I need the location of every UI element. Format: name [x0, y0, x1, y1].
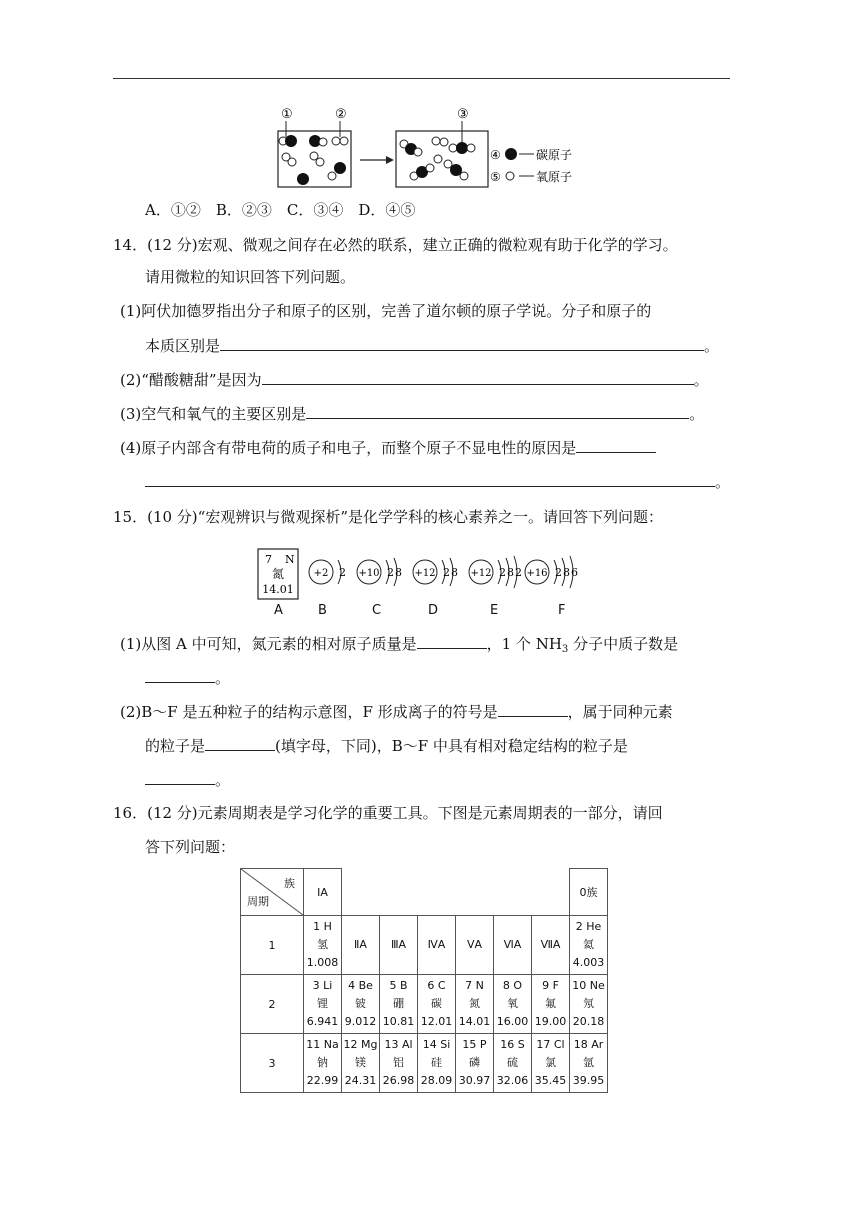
element-number-symbol: 9 F — [542, 979, 559, 992]
answer-blank[interactable] — [145, 471, 715, 487]
period-3: 3 — [241, 1034, 304, 1093]
q15-p2b: ，属于同种元素 — [567, 703, 673, 721]
element-mass: 39.95 — [572, 1074, 605, 1087]
q16-stem-1: 16．(12 分)元素周期表是学习化学的重要工具。下图是元素周期表的一部分，请回 — [113, 804, 663, 822]
element-name: 铍 — [355, 997, 366, 1010]
element-mass: 16.00 — [496, 1015, 529, 1028]
q14-p4-cont — [145, 471, 730, 492]
element-name: 氮 — [271, 567, 285, 581]
reactant-particles — [279, 135, 348, 185]
period: 。 — [215, 771, 231, 789]
electron-count: 8 — [451, 566, 458, 579]
product-particles — [400, 137, 475, 180]
group-ia-header: ⅠA — [304, 869, 342, 916]
figure-caption-c: C — [372, 603, 382, 618]
q15-p2c: 的粒子是 — [145, 737, 206, 755]
element-cell-h — [304, 916, 342, 975]
answer-blank[interactable] — [306, 403, 689, 419]
element-name: 锂 — [317, 997, 328, 1010]
q13-options: A．①② B．②③ C．③④ D．④⑤ — [145, 201, 416, 219]
q15-p1-cont — [145, 667, 230, 688]
element-name: 氧 — [507, 997, 518, 1010]
answer-blank[interactable] — [205, 735, 275, 751]
period: 。 — [689, 405, 705, 423]
element-cell — [380, 1034, 418, 1093]
label-1: ① — [281, 107, 293, 122]
element-number-symbol: 17 Cl — [536, 1038, 565, 1051]
figure-caption-b: B — [318, 603, 327, 618]
element-mass: 10.81 — [382, 1015, 415, 1028]
element-cell — [304, 1034, 342, 1093]
element-cell — [304, 975, 342, 1034]
group-header: ⅡA — [342, 916, 380, 975]
element-mass: 26.98 — [382, 1074, 415, 1087]
period-2: 2 — [241, 975, 304, 1034]
group-header: ⅢA — [380, 916, 418, 975]
q14-stem-2: 请用微粒的知识回答下列问题。 — [145, 268, 356, 286]
corner-period-label: 周期 — [247, 895, 269, 908]
q14-p4: (4)原子内部含有带电荷的质子和电子，而整个原子不显电性的原因是 — [120, 439, 577, 457]
q14-p4-line — [120, 437, 656, 458]
element-number-symbol: 3 Li — [312, 979, 333, 992]
nucleus-charge: +12 — [470, 568, 492, 579]
element-mass: 6.941 — [306, 1015, 339, 1028]
element-mass: 1.008 — [306, 956, 339, 969]
element-mass: 4.003 — [572, 956, 605, 969]
label-3: ③ — [457, 107, 469, 122]
group-header: ⅥA — [494, 916, 532, 975]
element-number-symbol: 11 Na — [306, 1038, 339, 1051]
element-name: 氮 — [469, 997, 480, 1010]
element-number-symbol: 7 N — [465, 979, 484, 992]
element-name: 镁 — [355, 1056, 366, 1069]
element-mass: 20.18 — [572, 1015, 605, 1028]
electron-count: 8 — [507, 566, 514, 579]
period: 。 — [704, 337, 720, 355]
element-cell — [570, 975, 608, 1034]
element-name: 氩 — [583, 1056, 594, 1069]
element-name: 氦 — [583, 938, 594, 951]
q15-p2d: (填字母，下同)，B～F 中具有相对稳定结构的粒子是 — [275, 737, 628, 755]
element-mass: 22.99 — [306, 1074, 339, 1087]
q14-stem-1: 14．(12 分)宏观、微观之间存在必然的联系，建立正确的微粒观有助于化学的学习。 — [113, 236, 678, 254]
element-cell — [418, 975, 456, 1034]
header-rule — [113, 78, 730, 79]
electron-count: 2 — [443, 566, 450, 579]
element-mass: 19.00 — [534, 1015, 567, 1028]
corner-group-label: 族 — [284, 877, 295, 890]
element-cell-he — [570, 916, 608, 975]
element-number-symbol: 2 He — [575, 920, 602, 933]
element-mass: 12.01 — [420, 1015, 453, 1028]
element-number: 7 — [265, 553, 272, 566]
atom-diagrams — [309, 556, 578, 588]
period-1: 1 — [241, 916, 304, 975]
element-name: 硅 — [431, 1056, 442, 1069]
q14-p1b: 本质区别是 — [145, 337, 221, 355]
legend-label-5: ⑤ — [490, 170, 501, 184]
electron-count: 6 — [571, 566, 578, 579]
figure-caption-e: E — [490, 603, 499, 618]
element-number-symbol: 4 Be — [348, 979, 373, 992]
element-mass: 30.97 — [458, 1074, 491, 1087]
period: 。 — [693, 371, 709, 389]
element-number-symbol: 18 Ar — [573, 1038, 604, 1051]
element-number-symbol: 13 Al — [384, 1038, 413, 1051]
answer-blank[interactable] — [498, 701, 568, 717]
element-number-symbol: 10 Ne — [572, 979, 605, 992]
group-0-header: 0族 — [570, 869, 608, 916]
element-number-symbol: 8 O — [502, 979, 523, 992]
q15-p2a: (2)B～F 是五种粒子的结构示意图，F 形成离子的符号是 — [120, 703, 498, 721]
periodic-table — [240, 868, 608, 1093]
element-number-symbol: 5 B — [389, 979, 408, 992]
answer-blank[interactable] — [262, 369, 694, 385]
q15-stem: 15．(10 分)“宏观辨识与微观探析”是化学学科的核心素养之一。请回答下列问题： — [113, 508, 663, 526]
element-cell — [494, 975, 532, 1034]
element-name: 硼 — [393, 997, 404, 1010]
element-mass: 14.01 — [458, 1015, 491, 1028]
figure-caption-a: A — [274, 603, 283, 618]
header-gap — [342, 869, 570, 916]
answer-blank[interactable] — [145, 667, 215, 683]
q15-p1b: ，1 个 NH — [486, 635, 562, 653]
element-name: 氟 — [545, 997, 556, 1010]
element-cell — [456, 1034, 494, 1093]
corner-cell — [241, 869, 304, 916]
element-number-symbol: 6 C — [427, 979, 446, 992]
element-name: 铝 — [393, 1056, 404, 1069]
electron-count: 8 — [395, 566, 402, 579]
nucleus-charge: +2 — [313, 568, 329, 579]
element-mass: 32.06 — [496, 1074, 529, 1087]
element-number-symbol: 12 Mg — [343, 1038, 378, 1051]
legend-oxygen: 氧原子 — [536, 170, 573, 184]
figure-caption-f: F — [558, 603, 566, 618]
element-cell — [570, 1034, 608, 1093]
q14-p1b-line — [145, 335, 719, 356]
nucleus-charge: +16 — [526, 568, 548, 579]
electron-count: 2 — [555, 566, 562, 579]
element-cell — [532, 975, 570, 1034]
q15-p1c: 分子中质子数是 — [568, 635, 679, 653]
answer-blank[interactable] — [417, 633, 487, 649]
element-number-symbol: 14 Si — [422, 1038, 451, 1051]
nucleus-charge: +10 — [358, 568, 380, 579]
q15-p2-cont — [145, 735, 628, 756]
electron-count: 8 — [563, 566, 570, 579]
element-name: 氢 — [317, 938, 328, 951]
group-header: ⅣA — [418, 916, 456, 975]
element-number-symbol: 1 H — [313, 920, 332, 933]
element-mass: 35.45 — [534, 1074, 567, 1087]
element-cell — [456, 975, 494, 1034]
figure-caption-d: D — [428, 603, 439, 618]
electron-count: 2 — [515, 566, 522, 579]
q15-p2-line — [120, 701, 673, 722]
answer-blank[interactable] — [145, 769, 215, 785]
q15-p2-cont2 — [145, 769, 230, 790]
subscript: 3 — [561, 644, 569, 655]
label-2: ② — [335, 107, 347, 122]
answer-blank[interactable] — [576, 437, 656, 453]
element-name: 氯 — [545, 1056, 556, 1069]
q15-p1-line — [120, 633, 678, 660]
molecule-reaction-figure — [268, 104, 598, 190]
element-cell — [494, 1034, 532, 1093]
legend-label-4: ④ — [490, 148, 501, 162]
element-name: 氖 — [583, 997, 594, 1010]
electron-count: 2 — [499, 566, 506, 579]
q14-p3-line — [120, 403, 704, 424]
element-mass: 9.012 — [344, 1015, 377, 1028]
element-cell — [418, 1034, 456, 1093]
element-mass: 28.09 — [420, 1074, 453, 1087]
element-name: 硫 — [507, 1056, 518, 1069]
period: 。 — [215, 669, 231, 687]
nucleus-charge: +12 — [414, 568, 436, 579]
element-name: 磷 — [469, 1056, 480, 1069]
element-cell — [380, 975, 418, 1034]
element-cell — [342, 1034, 380, 1093]
element-symbol: N — [285, 553, 295, 566]
q14-p1a: (1)阿伏加德罗指出分子和原子的区别，完善了道尔顿的原子学说。分子和原子的 — [120, 302, 652, 320]
electron-count: 2 — [339, 566, 346, 579]
element-mass: 14.01 — [262, 583, 294, 596]
q16-stem-2: 答下列问题： — [145, 838, 236, 856]
legend-carbon: 碳原子 — [536, 148, 573, 162]
element-name: 碳 — [431, 997, 442, 1010]
q15-p1a: (1)从图 A 中可知，氮元素的相对原子质量是 — [120, 635, 417, 653]
element-name: 钠 — [317, 1056, 328, 1069]
q14-p2: (2)“醋酸糖甜”是因为 — [120, 371, 262, 389]
element-cell — [532, 1034, 570, 1093]
q14-p3: (3)空气和氧气的主要区别是 — [120, 405, 307, 423]
electron-count: 2 — [387, 566, 394, 579]
element-cell — [342, 975, 380, 1034]
group-header: ⅦA — [532, 916, 570, 975]
group-header: ⅤA — [456, 916, 494, 975]
period: 。 — [715, 473, 731, 491]
element-number-symbol: 15 P — [462, 1038, 487, 1051]
element-number-symbol: 16 S — [500, 1038, 525, 1051]
answer-blank[interactable] — [220, 335, 704, 351]
q14-p2-line — [120, 369, 709, 390]
element-mass: 24.31 — [344, 1074, 377, 1087]
